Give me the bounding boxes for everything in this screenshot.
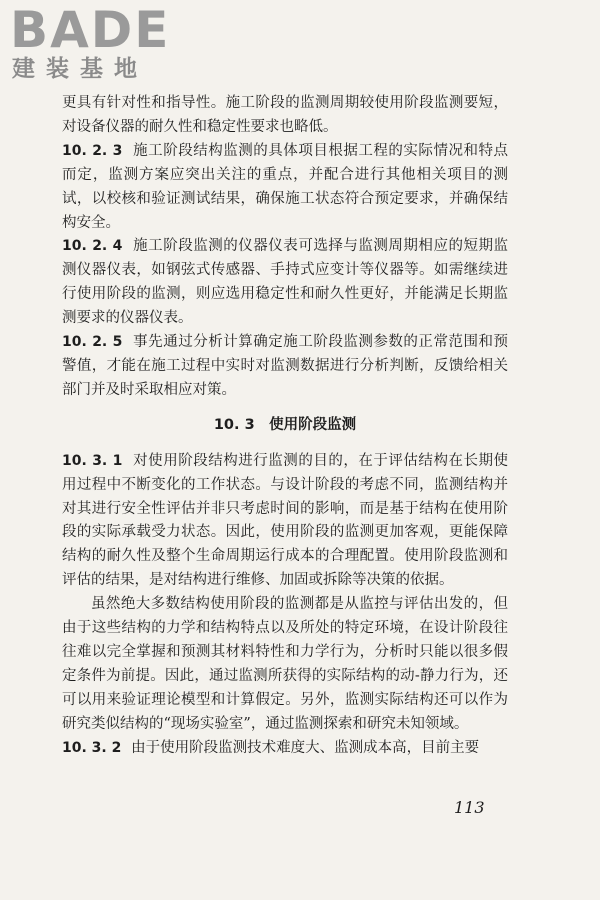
paragraph-continued <box>62 92 508 140</box>
clause-text: 事先通过分析计算确定施工阶段监测参数的正常范围和预警值，才能在施工过程中实时对监测数据进行分析判断，反馈给相关部门并及时采取相应对策。 <box>62 334 509 398</box>
clause-text: 施工阶段监测的仪器仪表可选择与监测周期相应的短期监测仪器仪表，如钢弦式传感器、手持式应变计等仪器等。如需继续进行使用阶段的监测，则应选用稳定性和耐久性更好，并能满足长期监测要求的仪器仪表。 <box>62 238 509 327</box>
section-heading: 10. 3 使用阶段监测 <box>213 416 357 433</box>
bade-logo <box>10 1 171 82</box>
clause-number: 10. 2. 3 <box>62 142 123 159</box>
paragraph-text: 更具有针对性和指导性。施工阶段的监测周期较使用阶段监测要短，对设备仪器的耐久性和稳定性要求也略低。 <box>62 95 508 135</box>
clause-text: 由于使用阶段监测技术难度大、监测成本高，目前主要 <box>131 739 480 756</box>
clause-number: 10. 3. 1 <box>62 452 123 469</box>
paragraph-text: 虽然绝大多数结构使用阶段的监测都是从监控与评估出发的，但由于这些结构的力学和结构特点以及所处的特定环境，在设计阶段往往难以完全掌握和预测其材料特性和力学行为，分析时只能以很多假定条件为前提。因此，通过监测所获得的实际结构的动-静力行为，还可以用来验证理论模型和计算假定。另外，监测实际结构还可以作为研究类似结构的“现场实验室”，通过监测探索和研究未知领域。 <box>62 596 508 732</box>
page-number: 113 <box>454 798 485 817</box>
clause-number: 10. 3. 2 <box>62 739 122 756</box>
clause-10-2-5 <box>62 331 508 403</box>
logo-subtitle: 建装基地 <box>12 56 148 82</box>
clause-10-3-2 <box>62 737 508 761</box>
clause-number: 10. 2. 4 <box>62 238 123 255</box>
clause-10-2-4 <box>62 235 508 331</box>
clause-10-3-1 <box>62 450 508 593</box>
clause-10-2-3 <box>62 140 508 236</box>
paragraph-indented <box>62 593 508 736</box>
clause-text: 施工阶段结构监测的具体项目根据工程的实际情况和特点而定，监测方案应突出关注的重点，并配合进行其他相关项目的测试，以校核和验证测试结果，确保施工状态符合预定要求，并确保结构安全。 <box>62 142 509 231</box>
page-body <box>62 92 508 760</box>
clause-number: 10. 2. 5 <box>62 334 123 351</box>
clause-text: 对使用阶段结构进行监测的目的，在于评估结构在长期使用过程中不断变化的工作状态。与设计阶段的考虑不同，监测结构并对其进行安全性评估并非只考虑时间的影响，而是基于结构在使用阶段的实际承载受力状态。因此，使用阶段的监测更加客观，更能保障结构的耐久性及整个生命周期运行成本的合理配置。使用阶段监测和评估的结果，是对结构进行维修、加固或拆除等决策的依据。 <box>62 452 509 589</box>
logo-wordmark: BADE <box>10 1 171 59</box>
